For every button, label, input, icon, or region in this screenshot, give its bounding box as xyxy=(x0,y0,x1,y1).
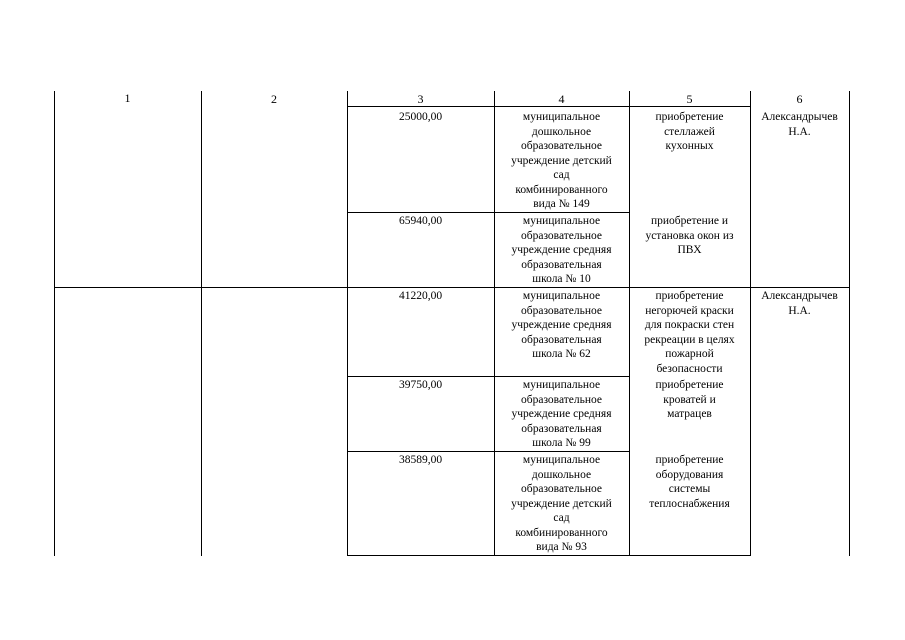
purpose-cell: приобретение кроватей и матрацев xyxy=(655,379,724,420)
column-line xyxy=(849,91,850,556)
header-rule xyxy=(347,106,750,107)
column-line xyxy=(750,91,751,556)
group-rule xyxy=(54,287,849,288)
column-line xyxy=(54,91,55,556)
header-col-5: 5 xyxy=(686,92,693,106)
institution-cell: муниципальное дошкольное образовательное учреждение детский сад комбинированного вида № 149 xyxy=(511,111,612,210)
amount-cell: 65940,00 xyxy=(398,215,443,227)
header-col-2: 2 xyxy=(271,92,277,106)
responsible-cell: Александрычев Н.А. xyxy=(761,111,838,138)
amount-cell: 25000,00 xyxy=(398,111,443,123)
amount-cell: 41220,00 xyxy=(398,290,443,302)
header-col-4: 4 xyxy=(558,92,565,106)
amount-cell: 39750,00 xyxy=(398,379,443,391)
row-rule xyxy=(347,451,629,452)
amount-cell: 38589,00 xyxy=(398,454,443,466)
header-col-1: 1 xyxy=(124,91,131,105)
institution-cell: муниципальное дошкольное образовательное учреждение детский сад комбинированного вида № 93 xyxy=(511,454,612,553)
purpose-cell: приобретение негорючей краски для покраски стен рекреации в целях пожарной безопасности xyxy=(644,290,735,375)
row-rule xyxy=(347,212,629,213)
institution-cell: муниципальное образовательное учреждение средняя образовательная школа № 99 xyxy=(511,379,612,449)
institution-cell: муниципальное образовательное учреждение средняя образовательная школа № 10 xyxy=(511,215,612,285)
column-line xyxy=(347,91,348,556)
header-col-6: 6 xyxy=(796,92,803,106)
institution-cell: муниципальное образовательное учреждение средняя образовательная школа № 62 xyxy=(511,290,612,360)
responsible-cell: Александрычев Н.А. xyxy=(761,290,838,317)
header-col-3: 3 xyxy=(417,92,424,106)
column-line xyxy=(201,91,202,556)
row-rule xyxy=(347,376,629,377)
purpose-cell: приобретение оборудования системы теплоснабжения xyxy=(649,454,730,510)
purpose-cell: приобретение стеллажей кухонных xyxy=(655,111,724,152)
purpose-cell: приобретение и установка окон из ПВХ xyxy=(645,215,734,256)
table-bottom-rule xyxy=(347,555,750,556)
